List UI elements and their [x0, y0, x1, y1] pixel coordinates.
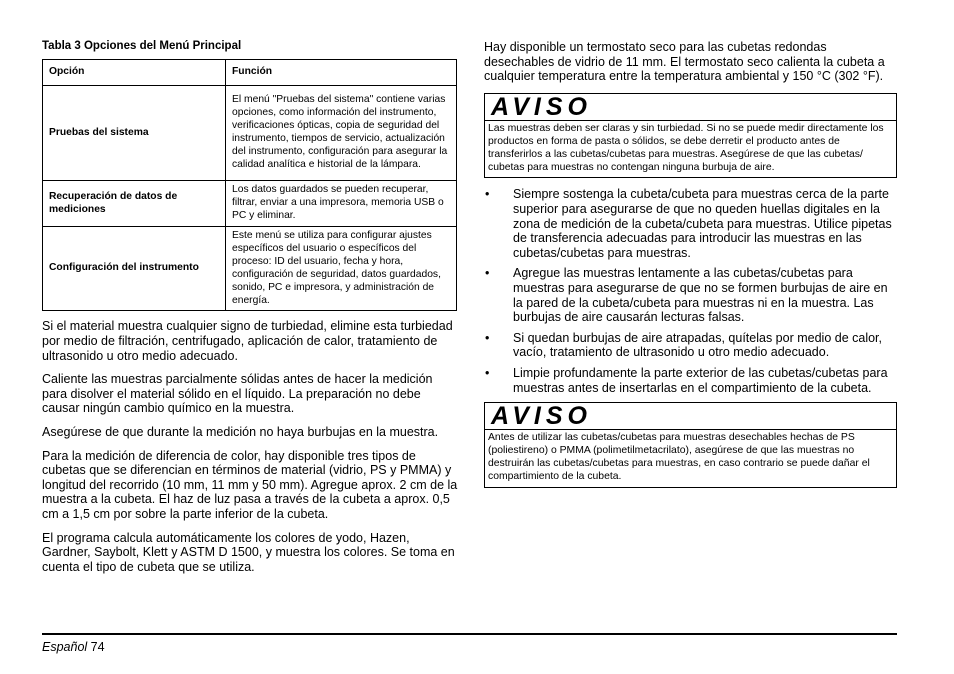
list-item — [484, 331, 897, 360]
notice-box-samples — [484, 93, 897, 179]
function-cell: El menú "Pruebas del sistema" contiene varias opciones, como información del instrumento, verificaciones ópticas, copia de seguridad del instrumento, tiempos de servicio, actualización del instrumento, configuración para asegurar la calidad analítica e historial de la lámpara. — [226, 86, 457, 181]
list-item — [484, 187, 897, 260]
table-row — [43, 181, 457, 227]
function-cell: Este menú se utiliza para configurar ajustes específicos del usuario o específicos del proceso: ID del usuario, fecha y hora, configuración de seguridad, datos guardados, sonido, PC e impresora, y administración de energía. — [226, 227, 457, 311]
option-cell: Pruebas del sistema — [43, 86, 226, 181]
function-cell: Los datos guardados se pueden recuperar, filtrar, enviar a una impresora, memoria USB o PC y eliminar. — [226, 181, 457, 227]
table-caption: Tabla 3 Opciones del Menú Principal — [42, 40, 242, 52]
column-header-function: Función — [226, 60, 457, 86]
paragraph-cuvette-types: Para la medición de diferencia de color, hay disponible tres tipos de cubetas que se diferencian en términos de material (vidrio, PS y PMMA) y longitud del recorrido (10 mm, 11 mm y 50 mm). Agregue aprox. 2 cm de la muestra a la cubeta. El haz de luz pasa a través de la cubeta a aprox. 0,5 cm a 1,5 cm por sobre la parte inferior de la cubeta. — [42, 448, 458, 521]
notice-box-disposable-cuvettes — [484, 402, 897, 488]
footer-language: Español — [42, 640, 88, 654]
option-cell: Recuperación de datos de mediciones — [43, 181, 226, 227]
notice-text: Antes de utilizar las cubetas/cubetas para muestras desechables hechas de PS (poliestireno) o PMMA (polimetilmetacrilato), asegúrese de que las muestras no destruirán las cubetas/cubetas para muestras, en caso contrario se puede dañar el compartimiento de la cubeta. — [488, 432, 870, 482]
list-item — [484, 366, 897, 395]
bullet-icon: • — [485, 330, 490, 345]
list-item-text: Limpie profundamente la parte exterior de las cubetas/cubetas para muestras antes de insertarlas en el compartimiento de la cubeta. — [513, 365, 888, 395]
paragraph-bubbles: Asegúrese de que durante la medición no haya burbujas en la muestra. — [42, 425, 439, 439]
page-number: 74 — [90, 640, 105, 654]
table-row — [43, 227, 457, 311]
right-column — [484, 40, 897, 497]
paragraph-heating: Caliente las muestras parcialmente sólidas antes de hacer la medición para disolver el material sólido en el líquido. La preparación no debe causar ningún cambio químico en la muestra. — [42, 372, 433, 416]
list-item-text: Si quedan burbujas de aire atrapadas, quítelas por medio de calor, vacío, tratamiento de ultrasonido u otro medio adecuado. — [513, 330, 882, 360]
notice-title: AVISO — [485, 94, 896, 121]
bullet-icon: • — [485, 365, 490, 380]
main-menu-options-table — [42, 59, 457, 311]
left-body-text — [42, 319, 458, 574]
column-header-option: Opción — [43, 60, 226, 86]
paragraph-thermostat: Hay disponible un termostato seco para las cubetas redondas desechables de vidrio de 11 mm. El termostato seco calienta la cubeta a cualquier temperatura entre la temperatura ambiental y 150 °C (302 °F). — [484, 40, 885, 84]
bullet-icon: • — [485, 187, 490, 202]
notice-title: AVISO — [485, 403, 896, 430]
list-item — [484, 266, 897, 324]
list-item-text: Siempre sostenga la cubeta/cubeta para muestras cerca de la parte superior para asegurarse de que no queden huellas digitales en la zona de medición de la cubeta/cubeta para muestras. Utilice pipetas de transferencia adecuadas para introducir las muestras en las cubetas/cubetas para muestras. — [513, 187, 892, 260]
paragraph-turbidity: Si el material muestra cualquier signo de turbiedad, elimine esta turbiedad por medio de filtración, centrifugado, aplicación de calor, tratamiento de ultrasonido u otro medio adecuado. — [42, 319, 453, 363]
paragraph-color-calculation: El programa calcula automáticamente los colores de yodo, Hazen, Gardner, Saybolt, Klett y ASTM D 1500, y muestra los colores. Se toma en cuenta el tipo de cubeta que se utiliza. — [42, 530, 455, 574]
left-column — [42, 40, 458, 583]
option-cell: Configuración del instrumento — [43, 227, 226, 311]
bullet-icon: • — [485, 266, 490, 281]
table-header-row — [43, 60, 457, 86]
footer-divider — [42, 633, 897, 635]
table-row — [43, 86, 457, 181]
notice-text: Las muestras deben ser claras y sin turbiedad. Si no se puede medir directamente los productos en forma de pasta o sólidos, se debe derretir el producto antes de transferirlos a las cubetas/cubetas para muestras. Asegúrese de que las cubetas/ cubetas para muestras no contengan ninguna burbuja de aire. — [488, 122, 884, 173]
instructions-list — [484, 187, 897, 395]
list-item-text: Agregue las muestras lentamente a las cubetas/cubetas para muestras para asegurarse de que no se formen burbujas de aire en la pared de la cubeta/cubeta para muestras ni en la muestra. Las burbujas de aire causarán lecturas falsas. — [513, 266, 888, 325]
page-footer — [42, 640, 105, 654]
